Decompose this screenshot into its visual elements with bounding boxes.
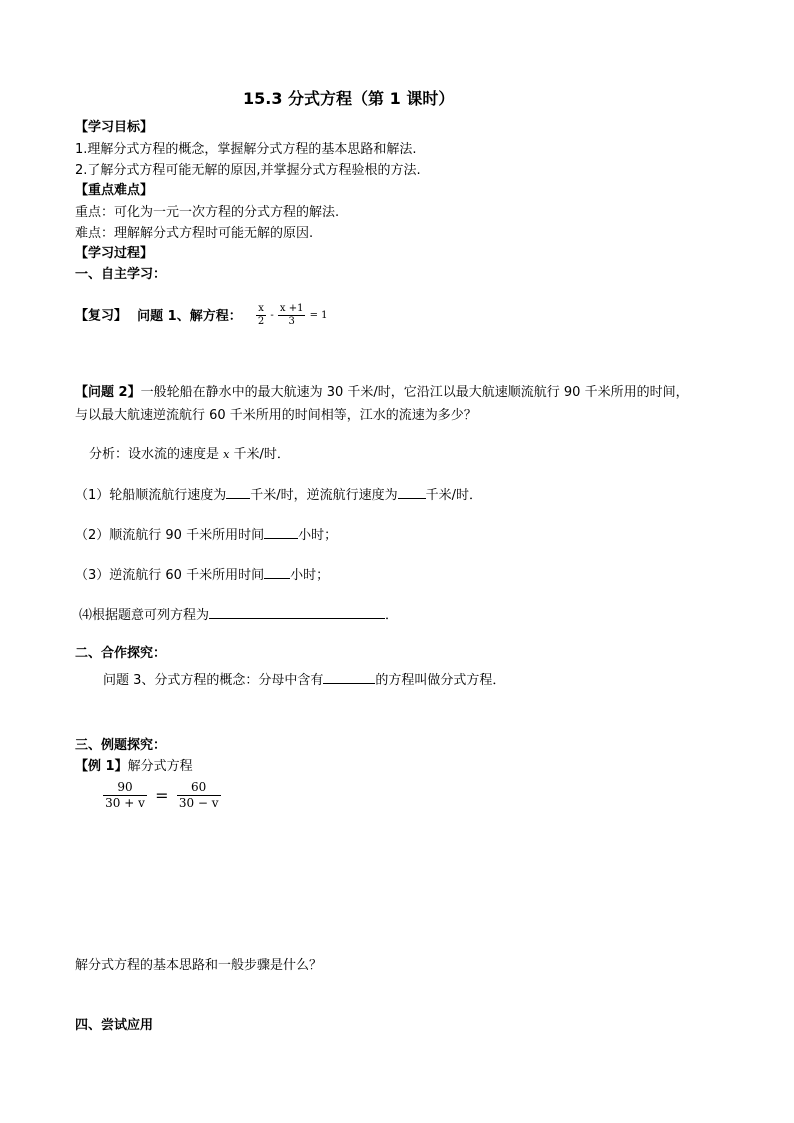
review-line <box>75 298 328 334</box>
example-right-denominator: 30 − v <box>178 796 219 810</box>
q1-part-c: 千米/时． <box>425 488 483 503</box>
analysis-var: x <box>223 448 230 461</box>
q4-part-b: ． <box>385 608 399 623</box>
objective-item-1: 1.理解分式方程的概念，掌握解分式方程的基本思路和解法. <box>75 142 417 157</box>
problem3-part-b: 的方程叫做分式方程． <box>375 673 506 688</box>
q3-blank[interactable] <box>264 566 290 579</box>
eq1-rhs: = 1 <box>309 309 328 321</box>
q3-part-a: （3）逆流航行 60 千米所用时间 <box>75 568 265 583</box>
q1-part-a: （1）轮船顺流航行速度为 <box>75 488 227 503</box>
eq1-frac2-denominator: 3 <box>288 316 295 327</box>
problem3-line <box>103 671 505 689</box>
eq1-frac1-numerator: x <box>256 303 266 316</box>
q2-blank[interactable] <box>264 526 298 539</box>
section3-heading: 三、例题探究： <box>75 738 167 753</box>
problem2-line2: 与以最大航速逆流航行 60 千米所用的时间相等，江水的流速为多少？ <box>75 408 477 423</box>
q4-blank[interactable] <box>209 606 385 619</box>
q4-part-a: ⑷根据题意可列方程为 <box>79 608 210 623</box>
example-frac-right <box>177 780 221 811</box>
example-left-numerator: 90 <box>103 780 147 796</box>
focus-text: 重点：可化为一元一次方程的分式方程的解法. <box>75 205 340 220</box>
problem3-part-a: 问题 3、分式方程的概念：分母中含有 <box>103 673 324 688</box>
method-question: 解分式方程的基本思路和一般步骤是什么？ <box>75 958 323 973</box>
example-text: 解分式方程 <box>127 759 193 774</box>
question-1 <box>75 486 482 504</box>
problem2-label: 【问题 2】 <box>75 385 141 400</box>
difficulty-text: 难点：理解解分式方程时可能无解的原因. <box>75 226 314 241</box>
example-label: 【例 1】 <box>75 759 128 774</box>
analysis-line <box>89 447 290 463</box>
q1-blank-1[interactable] <box>226 486 250 499</box>
process-heading: 【学习过程】 <box>75 246 154 261</box>
example-left-denominator: 30 + v <box>105 796 145 810</box>
example-equation <box>103 780 221 811</box>
section4-heading: 四、尝试应用 <box>75 1018 154 1033</box>
example-equals: = <box>155 786 169 805</box>
section1-heading: 一、自主学习： <box>75 267 167 282</box>
page-title: 15.3 分式方程（第 1 课时） <box>243 89 455 108</box>
question-2 <box>75 526 337 544</box>
problem3-blank[interactable] <box>323 671 375 684</box>
problem2-line1 <box>75 385 689 401</box>
eq1-minus: - <box>270 309 274 321</box>
q2-part-a: （2）顺流航行 90 千米所用时间 <box>75 528 265 543</box>
q2-part-b: 小时； <box>298 528 338 543</box>
key-points-heading: 【重点难点】 <box>75 183 154 198</box>
example-frac-left <box>103 780 147 811</box>
eq1-fraction-left <box>256 303 266 328</box>
analysis-pre: 分析：设水流的速度是 <box>89 447 220 462</box>
eq1-frac2-numerator: x +1 <box>279 303 304 314</box>
eq1-fraction-right <box>278 303 306 328</box>
review-label: 【复习】 <box>75 308 128 324</box>
equation-1 <box>256 298 328 334</box>
q1-part-b: 千米/时，逆流航行速度为 <box>250 488 398 503</box>
eq1-frac1-denominator: 2 <box>257 316 265 327</box>
section2-heading: 二、合作探究： <box>75 646 167 661</box>
q3-part-b: 小时； <box>290 568 330 583</box>
question-3 <box>75 566 329 584</box>
objectives-heading: 【学习目标】 <box>75 120 154 135</box>
analysis-post: 千米/时． <box>233 447 290 462</box>
example-line <box>75 759 193 775</box>
q1-blank-2[interactable] <box>398 486 426 499</box>
problem1-label: 问题 1、解方程： <box>137 308 242 324</box>
question-4 <box>79 606 398 624</box>
example-right-numerator: 60 <box>177 780 221 796</box>
objective-item-2: 2.了解分式方程可能无解的原因,并掌握分式方程验根的方法. <box>75 163 421 178</box>
problem2-text-1: 一般轮船在静水中的最大航速为 30 千米/时，它沿江以最大航速顺流航行 90 千米所用的时间， <box>140 385 689 400</box>
